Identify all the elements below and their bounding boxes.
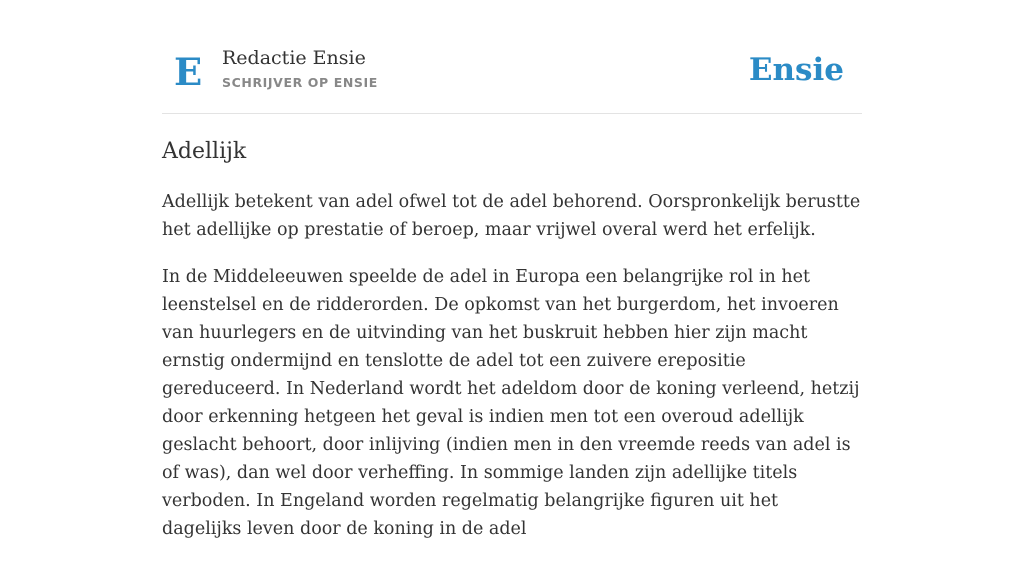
author-header xyxy=(162,36,862,114)
entry-paragraph-1: Adellijk betekent van adel ofwel tot de adel behorend. Oorspronkelijk berustte het adellijke op prestatie of beroep, maar vrijwel overal werd het erfelijk. xyxy=(162,192,861,240)
entry-paragraph-2: In de Middeleeuwen speelde de adel in Europa een belangrijke rol in het leenstelsel en de ridderorden. De opkomst van het burgerdom, het invoeren van huurlegers en de uitvinding van het buskruit hebben hier zijn macht ernstig ondermijnd en tenslotte de adel tot een zuivere erepositie gereduceerd. In Nederland wordt het adeldom door de koning verleend, hetzij door erkenning hetgeen het geval is indien men tot een overoud adellijk geslacht behoort, door inlijving (indien men in den vreemde reeds van adel is of was), dan wel door verheffing. In sommige landen zijn adellijke titels verboden. In Engeland worden regelmatig belangrijke figuren uit het dagelijks leven door de koning in de adel xyxy=(162,267,860,539)
author-avatar[interactable]: E xyxy=(174,50,203,94)
entry-content xyxy=(162,134,862,562)
author-role: SCHRIJVER OP ENSIE xyxy=(222,75,378,90)
entry-title: Adellijk xyxy=(162,139,247,164)
ensie-logo[interactable]: Ensie xyxy=(748,52,844,88)
author-name[interactable]: Redactie Ensie xyxy=(222,47,366,69)
